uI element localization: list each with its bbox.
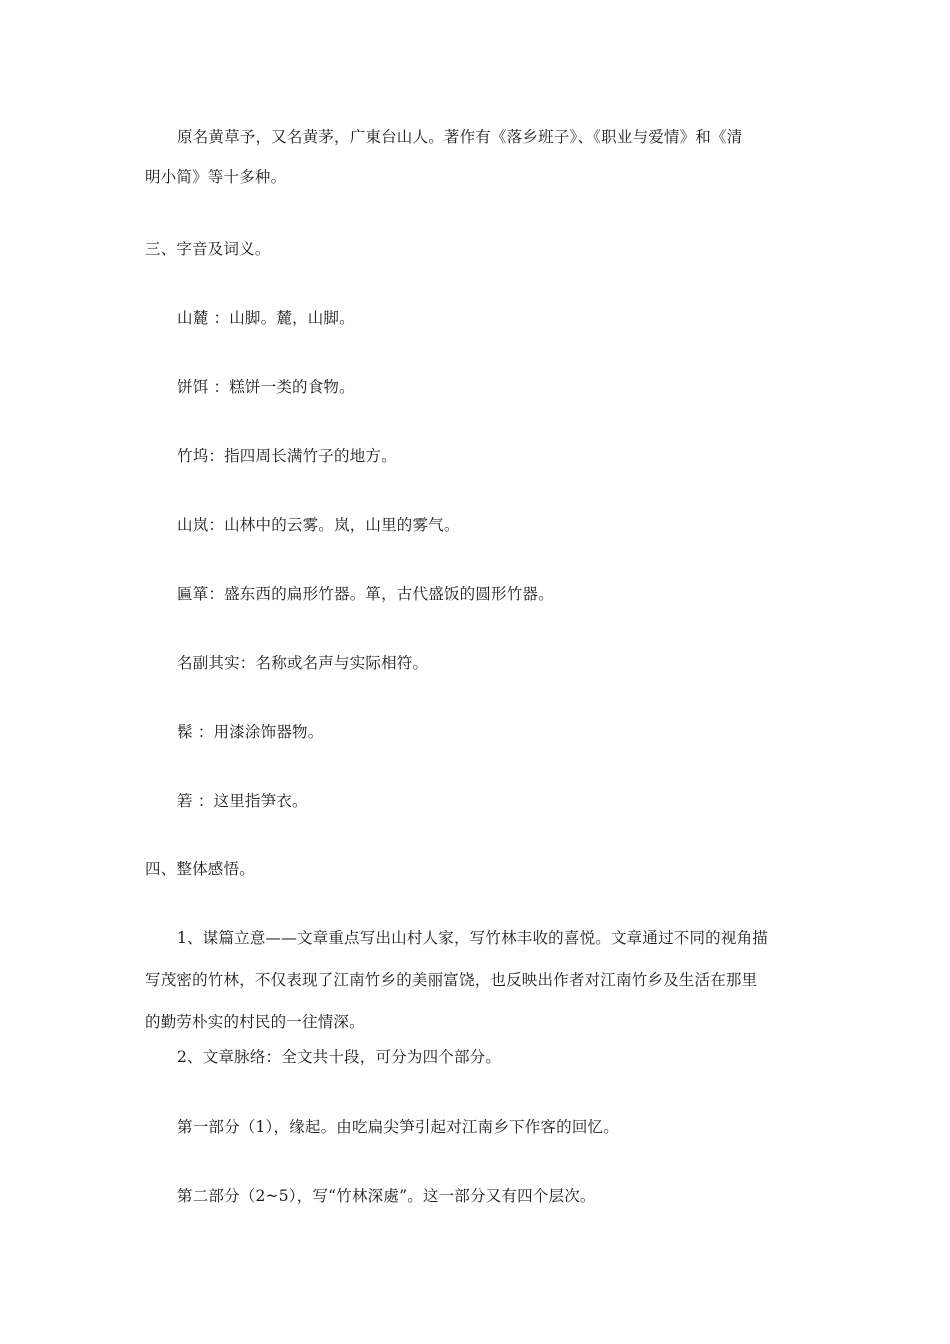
vocab-item: 名副其实：名称或名声与实际相符。	[177, 654, 429, 672]
vocab-item: 匾箪：盛东西的扁形竹器。箪，古代盛饭的圆形竹器。	[177, 585, 554, 603]
vocab-item: 饼饵 ：糕饼一类的食物。	[177, 378, 355, 396]
part-2: 第二部分（2~5），写“竹林深處”。这一部分又有四个层次。	[177, 1187, 596, 1205]
section-heading-overview: 四、整体感悟。	[145, 860, 255, 878]
vocab-item: 山麓 ：山脚。麓，山脚。	[177, 309, 355, 327]
part-1: 第一部分（1），缘起。由吃扁尖笋引起对江南乡下作客的回忆。	[177, 1118, 619, 1136]
author-bio-line-2: 明小简》等十多种。	[145, 168, 287, 186]
point-1-line-3: 的勤劳朴实的村民的一往情深。	[145, 1013, 365, 1031]
section-heading-vocabulary: 三、字音及词义。	[145, 240, 271, 258]
point-2: 2、文章脉络：全文共十段，可分为四个部分。	[177, 1048, 502, 1066]
point-1-line-1: 1、谋篇立意——文章重点写出山村人家，写竹林丰收的喜悦。文章通过不同的视角描	[177, 929, 768, 947]
vocab-item: 山岚：山林中的云雾。岚，山里的雾气。	[177, 516, 460, 534]
author-bio-line-1: 原名黄草予，又名黄茅，广東台山人。著作有《落乡班子》、《职业与爱情》和《清	[177, 128, 743, 146]
vocab-item: 竹坞：指四周长满竹子的地方。	[177, 447, 397, 465]
point-1-line-2: 写茂密的竹林，不仅表现了江南竹乡的美丽富饶，也反映出作者对江南竹乡及生活在那里	[145, 971, 758, 989]
vocab-item: 髹 ：用漆涂饰器物。	[177, 723, 324, 741]
vocab-item: 箬 ：这里指笋衣。	[177, 792, 308, 810]
